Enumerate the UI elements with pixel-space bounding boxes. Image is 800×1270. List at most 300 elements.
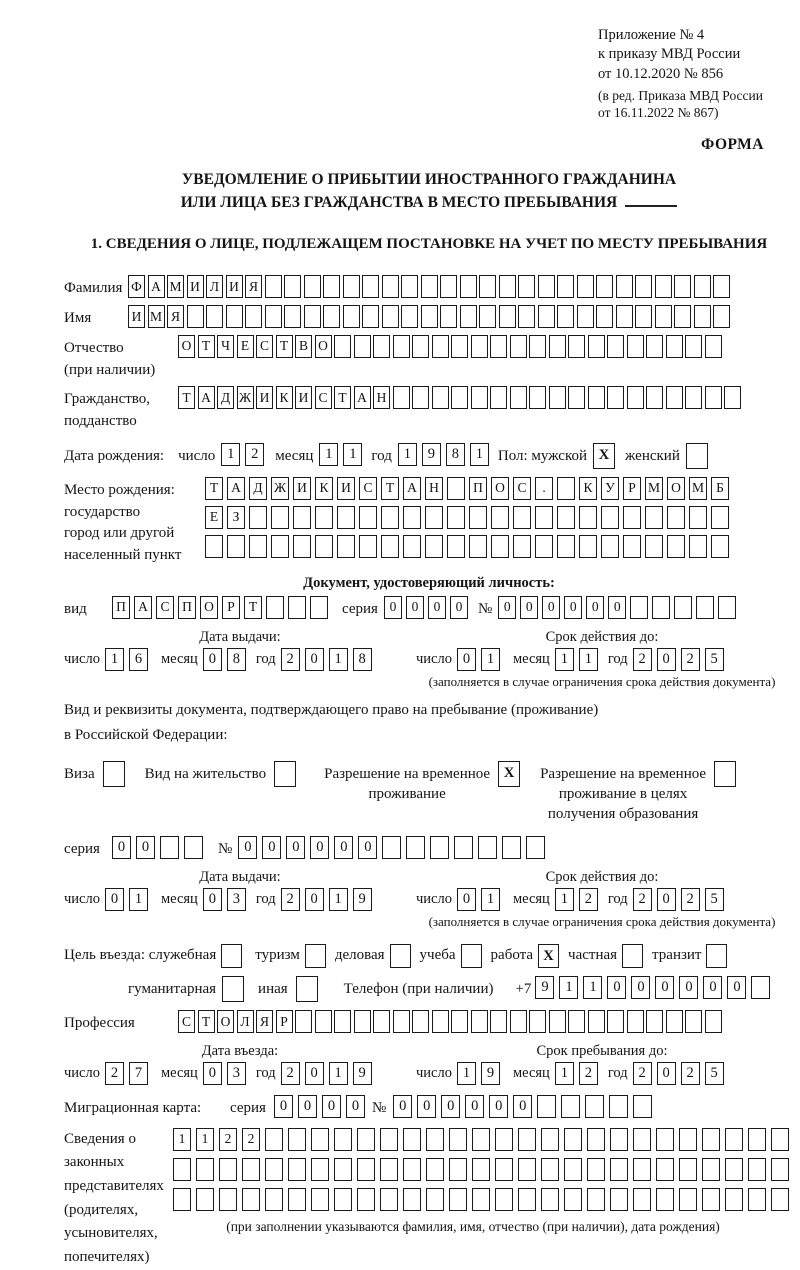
purpose-private-checkbox[interactable]	[622, 944, 643, 968]
char-cell[interactable]: Т	[334, 386, 351, 409]
char-cell[interactable]	[310, 596, 328, 619]
char-cell[interactable]: А	[198, 386, 215, 409]
char-cell[interactable]: .	[535, 477, 553, 500]
char-cell[interactable]: С	[359, 477, 377, 500]
char-cell[interactable]: Ф	[128, 275, 145, 298]
char-cell[interactable]	[748, 1158, 766, 1181]
char-cell[interactable]	[373, 1010, 390, 1033]
char-cell[interactable]: 0	[322, 1095, 341, 1118]
char-cell[interactable]	[696, 596, 714, 619]
char-cell[interactable]	[380, 1128, 398, 1151]
char-cell[interactable]	[426, 1128, 444, 1151]
char-cell[interactable]	[337, 535, 355, 558]
char-cell[interactable]	[526, 836, 545, 859]
visa-checkbox[interactable]	[103, 761, 125, 787]
char-cell[interactable]	[245, 305, 262, 328]
char-cell[interactable]	[666, 1010, 683, 1033]
char-cell[interactable]: П	[469, 477, 487, 500]
char-cell[interactable]	[451, 335, 468, 358]
char-cell[interactable]	[771, 1128, 789, 1151]
char-cell[interactable]: С	[513, 477, 531, 500]
char-cell[interactable]	[430, 836, 449, 859]
char-cell[interactable]	[538, 275, 555, 298]
char-cell[interactable]	[679, 1158, 697, 1181]
char-cell[interactable]	[472, 1128, 490, 1151]
char-cell[interactable]: 2	[281, 648, 300, 671]
char-cell[interactable]: Я	[167, 305, 184, 328]
char-cell[interactable]: 2	[681, 1062, 700, 1085]
char-cell[interactable]: У	[601, 477, 619, 500]
char-cell[interactable]	[403, 1128, 421, 1151]
char-cell[interactable]	[266, 596, 284, 619]
char-cell[interactable]	[265, 1128, 283, 1151]
char-cell[interactable]: 0	[358, 836, 377, 859]
char-cell[interactable]	[249, 535, 267, 558]
char-cell[interactable]	[432, 1010, 449, 1033]
char-cell[interactable]	[440, 275, 457, 298]
char-cell[interactable]: 2	[281, 1062, 300, 1085]
char-cell[interactable]	[362, 275, 379, 298]
char-cell[interactable]: 1	[481, 648, 500, 671]
char-cell[interactable]: 0	[631, 976, 650, 999]
char-cell[interactable]	[249, 506, 267, 529]
char-cell[interactable]: 0	[105, 888, 124, 911]
char-cell[interactable]	[705, 386, 722, 409]
char-cell[interactable]	[627, 335, 644, 358]
char-cell[interactable]	[627, 386, 644, 409]
char-cell[interactable]: 0	[607, 976, 626, 999]
char-cell[interactable]	[748, 1128, 766, 1151]
char-cell[interactable]	[380, 1188, 398, 1211]
char-cell[interactable]	[315, 1010, 332, 1033]
char-cell[interactable]: 0	[334, 836, 353, 859]
char-cell[interactable]	[596, 305, 613, 328]
char-cell[interactable]	[655, 305, 672, 328]
char-cell[interactable]: 0	[136, 836, 155, 859]
char-cell[interactable]	[460, 305, 477, 328]
char-cell[interactable]: 3	[227, 1062, 246, 1085]
char-cell[interactable]	[293, 506, 311, 529]
char-cell[interactable]: И	[226, 275, 243, 298]
purpose-transit-checkbox[interactable]	[706, 944, 727, 968]
char-cell[interactable]	[549, 335, 566, 358]
char-cell[interactable]	[447, 477, 465, 500]
char-cell[interactable]	[645, 506, 663, 529]
char-cell[interactable]	[679, 1188, 697, 1211]
char-cell[interactable]: З	[227, 506, 245, 529]
char-cell[interactable]: 1	[579, 648, 598, 671]
char-cell[interactable]	[633, 1095, 652, 1118]
char-cell[interactable]	[667, 535, 685, 558]
char-cell[interactable]	[633, 1158, 651, 1181]
char-cell[interactable]	[401, 305, 418, 328]
char-cell[interactable]	[579, 535, 597, 558]
char-cell[interactable]: 0	[657, 888, 676, 911]
char-cell[interactable]: С	[256, 335, 273, 358]
char-cell[interactable]	[491, 506, 509, 529]
char-cell[interactable]	[271, 506, 289, 529]
char-cell[interactable]: И	[256, 386, 273, 409]
char-cell[interactable]	[449, 1158, 467, 1181]
char-cell[interactable]: 1	[196, 1128, 214, 1151]
char-cell[interactable]	[557, 305, 574, 328]
char-cell[interactable]: 1	[343, 443, 362, 466]
char-cell[interactable]	[469, 535, 487, 558]
char-cell[interactable]	[630, 596, 648, 619]
char-cell[interactable]: Е	[237, 335, 254, 358]
char-cell[interactable]	[588, 386, 605, 409]
char-cell[interactable]: 1	[329, 888, 348, 911]
char-cell[interactable]: 0	[727, 976, 746, 999]
char-cell[interactable]	[295, 1010, 312, 1033]
char-cell[interactable]	[472, 1158, 490, 1181]
char-cell[interactable]	[609, 1095, 628, 1118]
char-cell[interactable]: 0	[417, 1095, 436, 1118]
char-cell[interactable]	[616, 275, 633, 298]
char-cell[interactable]	[607, 1010, 624, 1033]
char-cell[interactable]: П	[112, 596, 130, 619]
char-cell[interactable]: 0	[428, 596, 446, 619]
char-cell[interactable]: 8	[353, 648, 372, 671]
char-cell[interactable]: 0	[679, 976, 698, 999]
sex-female-checkbox[interactable]	[686, 443, 708, 469]
char-cell[interactable]: 0	[520, 596, 538, 619]
char-cell[interactable]: 1	[559, 976, 578, 999]
char-cell[interactable]: Е	[205, 506, 223, 529]
char-cell[interactable]	[518, 1188, 536, 1211]
char-cell[interactable]: 0	[310, 836, 329, 859]
char-cell[interactable]: 0	[657, 1062, 676, 1085]
char-cell[interactable]: 1	[481, 888, 500, 911]
char-cell[interactable]	[412, 335, 429, 358]
char-cell[interactable]	[633, 1128, 651, 1151]
char-cell[interactable]	[393, 1010, 410, 1033]
char-cell[interactable]	[479, 305, 496, 328]
char-cell[interactable]	[354, 335, 371, 358]
char-cell[interactable]	[334, 1188, 352, 1211]
char-cell[interactable]	[689, 506, 707, 529]
char-cell[interactable]: М	[645, 477, 663, 500]
char-cell[interactable]: 0	[384, 596, 402, 619]
char-cell[interactable]	[655, 275, 672, 298]
char-cell[interactable]	[343, 305, 360, 328]
char-cell[interactable]	[447, 535, 465, 558]
char-cell[interactable]	[471, 1010, 488, 1033]
char-cell[interactable]	[568, 335, 585, 358]
char-cell[interactable]	[219, 1188, 237, 1211]
char-cell[interactable]	[403, 506, 421, 529]
char-cell[interactable]	[724, 386, 741, 409]
char-cell[interactable]: М	[148, 305, 165, 328]
char-cell[interactable]	[502, 836, 521, 859]
char-cell[interactable]	[568, 386, 585, 409]
char-cell[interactable]: М	[689, 477, 707, 500]
char-cell[interactable]	[685, 1010, 702, 1033]
char-cell[interactable]	[381, 535, 399, 558]
char-cell[interactable]	[557, 506, 575, 529]
char-cell[interactable]: 1	[221, 443, 240, 466]
char-cell[interactable]: 0	[305, 888, 324, 911]
char-cell[interactable]: 1	[555, 648, 574, 671]
char-cell[interactable]: 1	[319, 443, 338, 466]
char-cell[interactable]: 0	[238, 836, 257, 859]
char-cell[interactable]	[725, 1188, 743, 1211]
char-cell[interactable]	[549, 1010, 566, 1033]
char-cell[interactable]	[607, 335, 624, 358]
char-cell[interactable]	[577, 305, 594, 328]
char-cell[interactable]	[587, 1188, 605, 1211]
char-cell[interactable]: 9	[353, 888, 372, 911]
char-cell[interactable]	[748, 1188, 766, 1211]
char-cell[interactable]: 0	[608, 596, 626, 619]
char-cell[interactable]	[596, 275, 613, 298]
char-cell[interactable]	[685, 335, 702, 358]
char-cell[interactable]	[173, 1188, 191, 1211]
char-cell[interactable]	[538, 305, 555, 328]
char-cell[interactable]	[607, 386, 624, 409]
char-cell[interactable]	[173, 1158, 191, 1181]
char-cell[interactable]	[440, 305, 457, 328]
char-cell[interactable]	[610, 1188, 628, 1211]
char-cell[interactable]	[635, 275, 652, 298]
char-cell[interactable]	[518, 1158, 536, 1181]
char-cell[interactable]	[771, 1188, 789, 1211]
char-cell[interactable]: 0	[305, 648, 324, 671]
char-cell[interactable]: 0	[441, 1095, 460, 1118]
char-cell[interactable]: 1	[173, 1128, 191, 1151]
char-cell[interactable]	[469, 506, 487, 529]
char-cell[interactable]	[694, 275, 711, 298]
char-cell[interactable]	[242, 1188, 260, 1211]
char-cell[interactable]	[646, 1010, 663, 1033]
char-cell[interactable]	[601, 506, 619, 529]
char-cell[interactable]	[490, 386, 507, 409]
char-cell[interactable]	[616, 305, 633, 328]
char-cell[interactable]	[425, 506, 443, 529]
char-cell[interactable]: 2	[281, 888, 300, 911]
char-cell[interactable]	[656, 1128, 674, 1151]
char-cell[interactable]	[518, 275, 535, 298]
char-cell[interactable]	[674, 305, 691, 328]
char-cell[interactable]: 0	[457, 648, 476, 671]
char-cell[interactable]: Т	[198, 1010, 215, 1033]
char-cell[interactable]: 0	[657, 648, 676, 671]
char-cell[interactable]	[265, 305, 282, 328]
char-cell[interactable]	[666, 386, 683, 409]
char-cell[interactable]	[293, 535, 311, 558]
char-cell[interactable]	[393, 335, 410, 358]
char-cell[interactable]: Ч	[217, 335, 234, 358]
char-cell[interactable]	[513, 506, 531, 529]
char-cell[interactable]	[499, 275, 516, 298]
char-cell[interactable]	[725, 1128, 743, 1151]
char-cell[interactable]	[304, 305, 321, 328]
char-cell[interactable]	[382, 305, 399, 328]
temp-residence-edu-checkbox[interactable]	[714, 761, 736, 787]
char-cell[interactable]: 1	[105, 648, 124, 671]
char-cell[interactable]	[315, 506, 333, 529]
char-cell[interactable]: 0	[489, 1095, 508, 1118]
char-cell[interactable]: 9	[353, 1062, 372, 1085]
char-cell[interactable]	[679, 1128, 697, 1151]
char-cell[interactable]	[557, 535, 575, 558]
sex-male-checkbox[interactable]: X	[593, 443, 615, 469]
char-cell[interactable]	[432, 386, 449, 409]
char-cell[interactable]	[510, 386, 527, 409]
char-cell[interactable]: 1	[329, 1062, 348, 1085]
char-cell[interactable]	[265, 1158, 283, 1181]
char-cell[interactable]	[242, 1158, 260, 1181]
char-cell[interactable]	[674, 596, 692, 619]
char-cell[interactable]: Д	[249, 477, 267, 500]
char-cell[interactable]: К	[315, 477, 333, 500]
char-cell[interactable]	[449, 1128, 467, 1151]
char-cell[interactable]: С	[178, 1010, 195, 1033]
char-cell[interactable]	[771, 1158, 789, 1181]
char-cell[interactable]	[689, 535, 707, 558]
char-cell[interactable]: О	[200, 596, 218, 619]
char-cell[interactable]	[705, 335, 722, 358]
char-cell[interactable]	[184, 836, 203, 859]
char-cell[interactable]: Ж	[237, 386, 254, 409]
char-cell[interactable]	[451, 386, 468, 409]
char-cell[interactable]: 2	[681, 888, 700, 911]
char-cell[interactable]: И	[293, 477, 311, 500]
char-cell[interactable]	[510, 335, 527, 358]
char-cell[interactable]: А	[354, 386, 371, 409]
char-cell[interactable]: 1	[398, 443, 417, 466]
char-cell[interactable]	[406, 836, 425, 859]
char-cell[interactable]: Ж	[271, 477, 289, 500]
char-cell[interactable]: 9	[481, 1062, 500, 1085]
char-cell[interactable]	[451, 1010, 468, 1033]
char-cell[interactable]: 9	[535, 976, 554, 999]
char-cell[interactable]: С	[156, 596, 174, 619]
char-cell[interactable]	[577, 275, 594, 298]
char-cell[interactable]	[588, 335, 605, 358]
char-cell[interactable]	[705, 1010, 722, 1033]
char-cell[interactable]: 6	[129, 648, 148, 671]
char-cell[interactable]	[495, 1188, 513, 1211]
char-cell[interactable]: 0	[203, 888, 222, 911]
char-cell[interactable]: 0	[498, 596, 516, 619]
char-cell[interactable]: 1	[583, 976, 602, 999]
char-cell[interactable]: 0	[298, 1095, 317, 1118]
char-cell[interactable]: Н	[373, 386, 390, 409]
char-cell[interactable]: О	[491, 477, 509, 500]
char-cell[interactable]	[373, 335, 390, 358]
char-cell[interactable]	[535, 506, 553, 529]
char-cell[interactable]: 0	[450, 596, 468, 619]
char-cell[interactable]	[426, 1188, 444, 1211]
char-cell[interactable]: М	[167, 275, 184, 298]
char-cell[interactable]	[311, 1158, 329, 1181]
purpose-delovaya-checkbox[interactable]	[390, 944, 411, 968]
char-cell[interactable]	[694, 305, 711, 328]
char-cell[interactable]	[315, 535, 333, 558]
char-cell[interactable]: Т	[178, 386, 195, 409]
char-cell[interactable]	[711, 535, 729, 558]
char-cell[interactable]	[541, 1128, 559, 1151]
char-cell[interactable]: Т	[244, 596, 262, 619]
char-cell[interactable]: 0	[262, 836, 281, 859]
char-cell[interactable]	[646, 386, 663, 409]
char-cell[interactable]	[421, 305, 438, 328]
char-cell[interactable]: 0	[513, 1095, 532, 1118]
char-cell[interactable]	[357, 1128, 375, 1151]
char-cell[interactable]: Р	[222, 596, 240, 619]
char-cell[interactable]	[587, 1128, 605, 1151]
char-cell[interactable]	[666, 335, 683, 358]
char-cell[interactable]: Т	[276, 335, 293, 358]
char-cell[interactable]	[471, 386, 488, 409]
char-cell[interactable]: К	[276, 386, 293, 409]
char-cell[interactable]	[610, 1158, 628, 1181]
char-cell[interactable]	[645, 535, 663, 558]
char-cell[interactable]	[447, 506, 465, 529]
char-cell[interactable]: 0	[305, 1062, 324, 1085]
char-cell[interactable]	[518, 305, 535, 328]
char-cell[interactable]	[490, 335, 507, 358]
char-cell[interactable]	[187, 305, 204, 328]
char-cell[interactable]	[454, 836, 473, 859]
char-cell[interactable]	[529, 1010, 546, 1033]
char-cell[interactable]	[337, 506, 355, 529]
char-cell[interactable]	[432, 335, 449, 358]
char-cell[interactable]: О	[315, 335, 332, 358]
char-cell[interactable]	[702, 1158, 720, 1181]
char-cell[interactable]: 0	[346, 1095, 365, 1118]
char-cell[interactable]: 0	[406, 596, 424, 619]
char-cell[interactable]	[401, 275, 418, 298]
char-cell[interactable]	[513, 535, 531, 558]
char-cell[interactable]: 5	[705, 888, 724, 911]
char-cell[interactable]	[403, 535, 421, 558]
residence-permit-checkbox[interactable]	[274, 761, 296, 787]
char-cell[interactable]	[568, 1010, 585, 1033]
char-cell[interactable]	[311, 1128, 329, 1151]
char-cell[interactable]: 8	[446, 443, 465, 466]
char-cell[interactable]	[403, 1158, 421, 1181]
char-cell[interactable]	[472, 1188, 490, 1211]
purpose-study-checkbox[interactable]	[461, 944, 482, 968]
char-cell[interactable]: С	[315, 386, 332, 409]
char-cell[interactable]: Т	[381, 477, 399, 500]
char-cell[interactable]	[271, 535, 289, 558]
char-cell[interactable]: Я	[256, 1010, 273, 1033]
char-cell[interactable]: 8	[227, 648, 246, 671]
char-cell[interactable]	[205, 535, 223, 558]
char-cell[interactable]	[713, 275, 730, 298]
char-cell[interactable]	[382, 836, 401, 859]
char-cell[interactable]	[227, 535, 245, 558]
char-cell[interactable]	[601, 535, 619, 558]
char-cell[interactable]	[549, 386, 566, 409]
char-cell[interactable]	[288, 596, 306, 619]
char-cell[interactable]: 0	[703, 976, 722, 999]
char-cell[interactable]	[499, 305, 516, 328]
char-cell[interactable]: П	[178, 596, 196, 619]
char-cell[interactable]	[627, 1010, 644, 1033]
purpose-humanitarian-checkbox[interactable]	[222, 976, 244, 1002]
char-cell[interactable]	[623, 535, 641, 558]
char-cell[interactable]	[334, 335, 351, 358]
char-cell[interactable]: 2	[633, 888, 652, 911]
char-cell[interactable]: Р	[276, 1010, 293, 1033]
char-cell[interactable]	[343, 275, 360, 298]
purpose-business-checkbox[interactable]	[221, 944, 242, 968]
char-cell[interactable]: 2	[105, 1062, 124, 1085]
